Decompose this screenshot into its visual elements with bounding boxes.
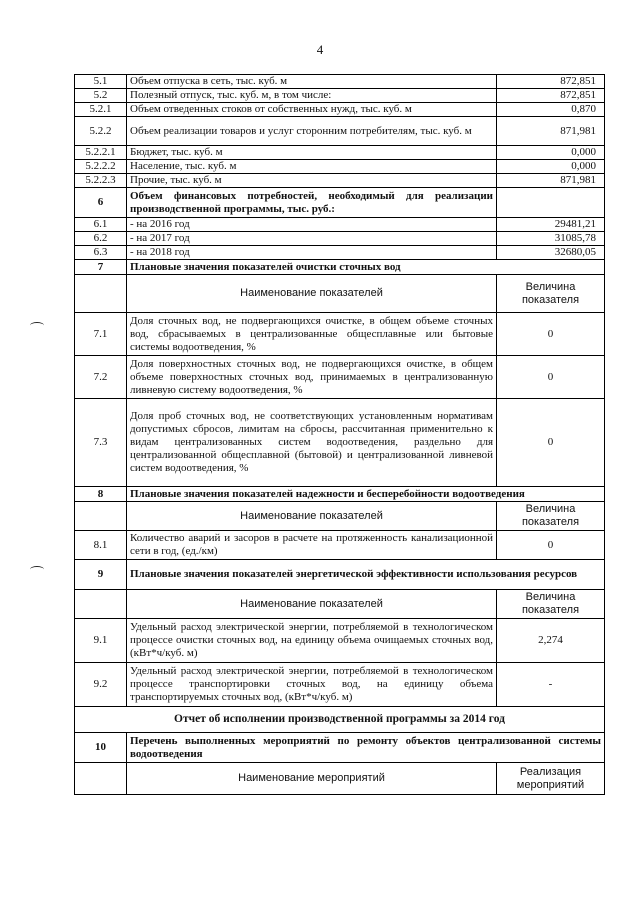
row-number: 5.2.2.3	[75, 174, 127, 188]
table-row	[75, 399, 605, 487]
row-text: - на 2016 год	[127, 218, 497, 232]
empty-cell	[75, 502, 127, 531]
row-text: - на 2018 год	[127, 246, 497, 260]
row-number: 7.1	[75, 313, 127, 356]
row-number: 9.2	[75, 663, 127, 707]
table-row	[75, 531, 605, 560]
row-text: Население, тыс. куб. м	[127, 160, 497, 174]
column-header-name: Наименование показателей	[127, 275, 497, 313]
report-title: Отчет об исполнении производственной программы за 2014 год	[75, 707, 605, 733]
row-number: 7.2	[75, 356, 127, 399]
row-number: 6.1	[75, 218, 127, 232]
section-title: Плановые значения показателей надежности и бесперебойности водоотведения	[127, 487, 605, 502]
row-number: 7.3	[75, 399, 127, 487]
row-text: Прочие, тыс. куб. м	[127, 174, 497, 188]
row-value: 871,981	[497, 117, 605, 146]
empty-cell	[75, 275, 127, 313]
table-row	[75, 146, 605, 160]
row-number: 8.1	[75, 531, 127, 560]
row-text: Бюджет, тыс. куб. м	[127, 146, 497, 160]
row-number: 5.1	[75, 75, 127, 89]
row-value: 0	[497, 399, 605, 487]
column-header-row	[75, 502, 605, 531]
table-row	[75, 89, 605, 103]
row-value: 0,870	[497, 103, 605, 117]
table-row	[75, 160, 605, 174]
column-header-row	[75, 763, 605, 795]
section-title: Плановые значения показателей энергетической эффективности использования ресурсов	[127, 560, 605, 590]
column-header-value: Величина показателя	[497, 275, 605, 313]
section-number: 8	[75, 487, 127, 502]
row-value: 31085,78	[497, 232, 605, 246]
section-header-row	[75, 487, 605, 502]
empty-cell	[75, 590, 127, 619]
section-title: Плановые значения показателей очистки сточных вод	[127, 260, 605, 275]
section-number: 10	[75, 733, 127, 763]
row-number: 5.2	[75, 89, 127, 103]
row-number: 5.2.2.1	[75, 146, 127, 160]
table-row	[75, 75, 605, 89]
section-number: 9	[75, 560, 127, 590]
empty-cell	[497, 188, 605, 218]
row-text: - на 2017 год	[127, 232, 497, 246]
section-title: Объем финансовых потребностей, необходимый для реализации производственной программы, тыс. руб.:	[127, 188, 497, 218]
column-header-value: Величина показателя	[497, 502, 605, 531]
section-header-row	[75, 733, 605, 763]
section-number: 6	[75, 188, 127, 218]
row-text: Удельный расход электрической энергии, потребляемой в технологическом процессе очистки сточных вод, на единицу объема очищаемых сточных вод, (кВт*ч/куб. м)	[127, 619, 497, 663]
row-text: Полезный отпуск, тыс. куб. м, в том числе:	[127, 89, 497, 103]
row-value: 2,274	[497, 619, 605, 663]
table-row	[75, 117, 605, 146]
row-value: 0,000	[497, 160, 605, 174]
report-title-row	[75, 707, 605, 733]
section-number: 7	[75, 260, 127, 275]
row-text: Объем реализации товаров и услуг сторонним потребителям, тыс. куб. м	[127, 117, 497, 146]
row-value: 32680,05	[497, 246, 605, 260]
column-header-name: Наименование показателей	[127, 590, 497, 619]
column-header-name: Наименование мероприятий	[127, 763, 497, 795]
table-row	[75, 218, 605, 232]
section-title: Перечень выполненных мероприятий по ремонту объектов централизованной системы водоотведения	[127, 733, 605, 763]
table-row	[75, 246, 605, 260]
row-text: Доля сточных вод, не подвергающихся очистке, в общем объеме сточных вод, сбрасываемых в централизованные общесплавные или бытовые системы водоотведения, %	[127, 313, 497, 356]
row-value: 29481,21	[497, 218, 605, 232]
row-value: 0	[497, 531, 605, 560]
row-number: 6.2	[75, 232, 127, 246]
column-header-name: Наименование показателей	[127, 502, 497, 531]
column-header-row	[75, 275, 605, 313]
margin-mark	[30, 322, 44, 329]
column-header-value: Реализация мероприятий	[497, 763, 605, 795]
row-text: Удельный расход электрической энергии, потребляемой в технологическом процессе транспортировки сточных вод, на единицу объема транспортируемых сточных вод, (кВт*ч/куб. м)	[127, 663, 497, 707]
table-row	[75, 356, 605, 399]
row-value: 871,981	[497, 174, 605, 188]
table-row	[75, 313, 605, 356]
row-text: Объем отведенных стоков от собственных нужд, тыс. куб. м	[127, 103, 497, 117]
section-header-row	[75, 188, 605, 218]
margin-mark	[30, 566, 44, 573]
row-number: 5.2.2.2	[75, 160, 127, 174]
section-header-row	[75, 260, 605, 275]
section-header-row	[75, 560, 605, 590]
empty-cell	[75, 763, 127, 795]
column-header-row	[75, 590, 605, 619]
row-value: 872,851	[497, 89, 605, 103]
row-text: Количество аварий и засоров в расчете на протяженность канализационной сети в год, (ед./км)	[127, 531, 497, 560]
row-value: 0	[497, 313, 605, 356]
row-value: 0	[497, 356, 605, 399]
row-value: 0,000	[497, 146, 605, 160]
row-number: 5.2.1	[75, 103, 127, 117]
row-text: Объем отпуска в сеть, тыс. куб. м	[127, 75, 497, 89]
column-header-value: Величина показателя	[497, 590, 605, 619]
table-row	[75, 174, 605, 188]
row-text: Доля проб сточных вод, не соответствующих установленным нормативам допустимых сбросов, лимитам на сбросы, рассчитанная применительно к видам централизованных систем водоотведения, раздельно для централизованной общесплавной (бытовой) и централизованной ливневой систем водоотведения, %	[127, 399, 497, 487]
table-row	[75, 619, 605, 663]
row-number: 9.1	[75, 619, 127, 663]
table-row	[75, 663, 605, 707]
table-row	[75, 232, 605, 246]
table-row	[75, 103, 605, 117]
program-table	[74, 74, 605, 795]
page-number: 4	[316, 42, 324, 57]
row-value: -	[497, 663, 605, 707]
row-text: Доля поверхностных сточных вод, не подвергающихся очистке, в общем объеме поверхностных сточных вод, принимаемых в централизованную ливневую систему водоотведения, %	[127, 356, 497, 399]
row-number: 6.3	[75, 246, 127, 260]
row-number: 5.2.2	[75, 117, 127, 146]
row-value: 872,851	[497, 75, 605, 89]
